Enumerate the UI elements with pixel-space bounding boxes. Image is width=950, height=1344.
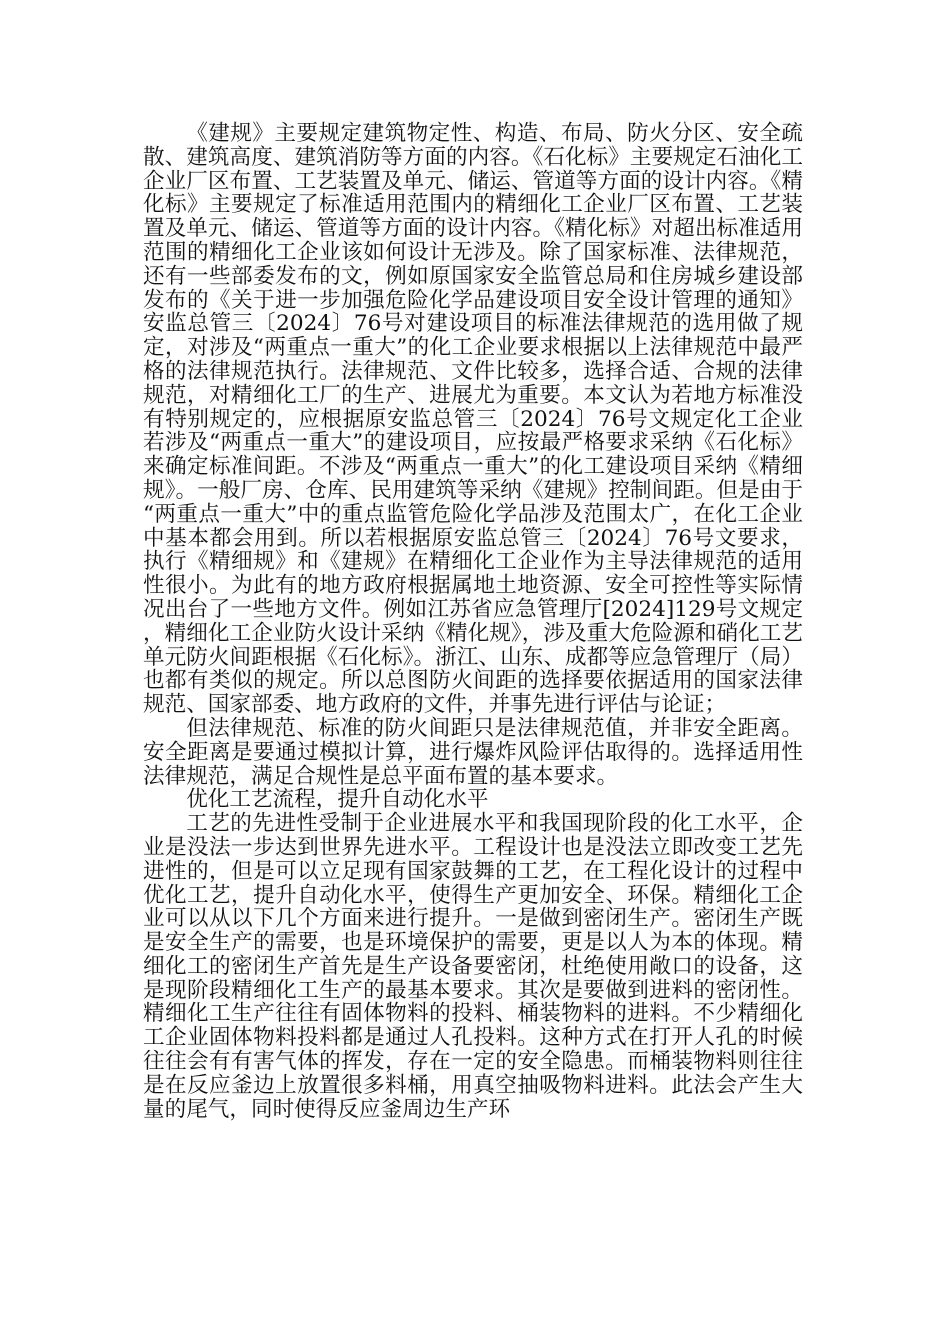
document-page: [143, 122, 803, 1121]
section-heading: 优化工艺流程，提升自动化水平: [186, 787, 489, 813]
paragraph-process-optimization: 工艺的先进性受制于企业进展水平和我国现阶段的化工水平，企业是没法一步达到世界先进水平。工程设计也是没法立即改变工艺先进性的，但是可以立足现有国家鼓舞的工艺，在工程化设计的过程中优化工艺，提升自动化水平，使得生产更加安全、环保。精细化工企业可以从以下几个方面来进行提升。一是做到密闭生产。密闭生产既是安全生产的需要，也是环境保护的需要，更是以人为本的体现。精细化工的密闭生产首先是生产设备要密闭，杜绝使用敞口的设备，这是现阶段精细化工生产的最基本要求。其次是要做到进料的密闭性。精细化工生产往往有固体物料的投料、桶装物料的进料。不少精细化工企业固体物料投料都是通过人孔投料。这种方式在打开人孔的时候往往会有有害气体的挥发，存在一定的安全隐患。而桶装物料则往往是在反应釜边上放置很多料桶，用真空抽吸物料进料。此法会产生大量的尾气，同时使得反应釜周边生产环: [143, 811, 803, 1122]
paragraph-safety-distance: 但法律规范、标准的防火间距只是法律规范值，并非安全距离。安全距离是要通过模拟计算，进行爆炸风险评估取得的。选择适用性法律规范，满足合规性是总平面布置的基本要求。: [143, 715, 803, 789]
paragraph-fire-spacing-standards: 《建规》主要规定建筑物定性、构造、布局、防火分区、安全疏散、建筑高度、建筑消防等方面的内容。《石化标》主要规定石油化工企业厂区布置、工艺装置及单元、储运、管道等方面的设计内容。《精化标》主要规定了标准适用范围内的精细化工企业厂区布置、工艺装置及单元、储运、管道等方面的设计内容。《精化标》对超出标准适用范围的精细化工企业该如何设计无涉及。除了国家标准、法律规范，还有一些部委发布的文，例如原国家安全监管总局和住房城乡建设部发布的《关于进一步加强危险化学品建设项目安全设计管理的通知》安监总管三〔2024〕76号对建设项目的标准法律规范的选用做了规定，对涉及“两重点一重大”的化工企业要求根据以上法律规范中最严格的法律规范执行。法律规范、文件比较多，选择合适、合规的法律规范，对精细化工厂的生产、进展尤为重要。本文认为若地方标准没有特别规定的，应根据原安监总管三〔2024〕76号文规定化工企业若涉及“两重点一重大”的建设项目，应按最严格要求采纳《石化标》来确定标准间距。不涉及“两重点一重大”的化工建设项目采纳《精细规》。一般厂房、仓库、民用建筑等采纳《建规》控制间距。但是由于“两重点一重大”中的重点监管危险化学品涉及范围太广，在化工企业中基本都会用到。所以若根据原安监总管三〔2024〕76号文要求，执行《精细规》和《建规》在精细化工企业作为主导法律规范的适用性很小。为此有的地方政府根据属地土地资源、安全可控性等实际情况出台了一些地方文件。例如江苏省应急管理厅[2024]129号文规定，精细化工企业防火设计采纳《精化规》，涉及重大危险源和硝化工艺单元防火间距根据《石化标》。浙江、山东、成都等应急管理厅（局）也都有类似的规定。所以总图防火间距的选择要依据适用的国家法律规范、国家部委、地方政府的文件，并事先进行评估与论证；: [143, 121, 803, 718]
